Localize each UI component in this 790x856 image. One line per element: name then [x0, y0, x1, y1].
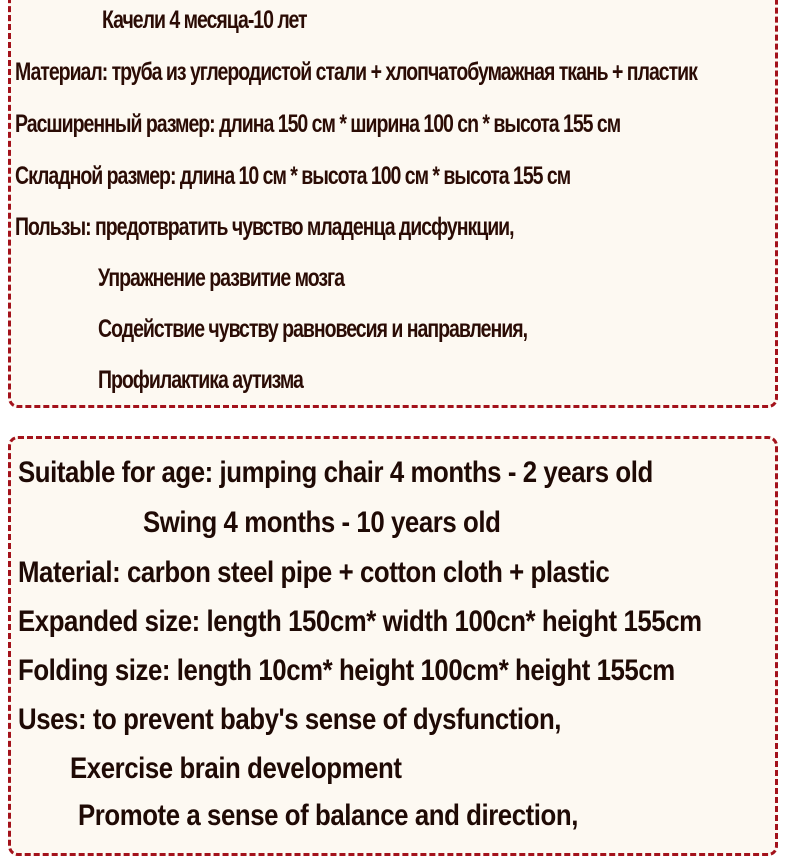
- ru-balance-line: Содействие чувству равновесия и направления,: [98, 315, 528, 343]
- en-folding-size-line: Folding size: length 10cm* height 100cm* height 155cm: [18, 654, 675, 687]
- ru-uses-line: Пользы: предотвратить чувство младенца дисфункции,: [15, 213, 514, 241]
- english-specs-panel: [8, 436, 778, 856]
- en-swing-age-line: Swing 4 months - 10 years old: [143, 506, 501, 539]
- en-material-line: Material: carbon steel pipe + cotton cloth + plastic: [18, 556, 610, 589]
- en-brain-development-line: Exercise brain development: [70, 752, 402, 785]
- en-suitable-age-line: Suitable for age: jumping chair 4 months - 2 years old: [18, 456, 653, 489]
- en-expanded-size-line: Expanded size: length 150cm* width 100cn* height 155cm: [18, 605, 702, 638]
- ru-expanded-size-line: Расширенный размер: длина 150 см * ширина 100 cn * высота 155 см: [15, 110, 621, 138]
- ru-autism-prevention-line: Профилактика аутизма: [98, 366, 303, 394]
- en-uses-line: Uses: to prevent baby's sense of dysfunction,: [18, 703, 562, 736]
- en-balance-line: Promote a sense of balance and direction,: [78, 799, 578, 832]
- ru-folding-size-line: Складной размер: длина 10 см * высота 100 см * высота 155 см: [15, 162, 571, 190]
- ru-brain-development-line: Упражнение развитие мозга: [98, 264, 345, 292]
- ru-material-line: Материал: труба из углеродистой стали + хлопчатобумажная ткань + пластик: [15, 58, 697, 86]
- ru-swing-age-line: Качели 4 месяца-10 лет: [102, 6, 307, 34]
